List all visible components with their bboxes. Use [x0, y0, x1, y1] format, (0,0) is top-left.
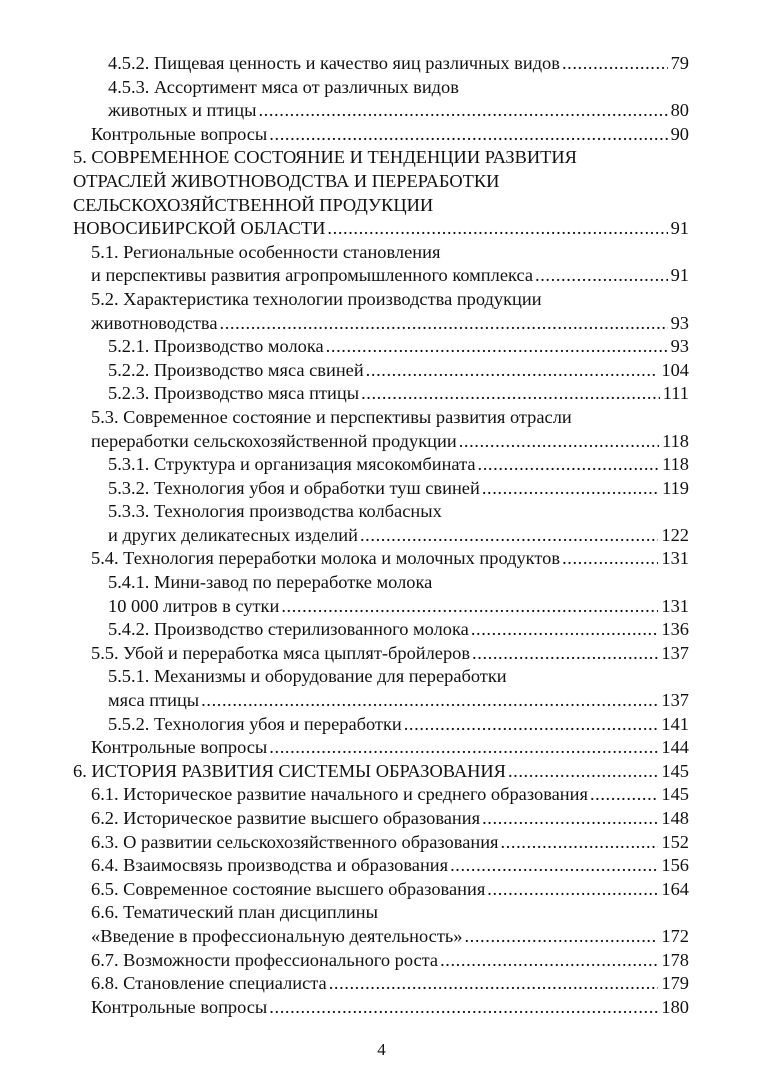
toc-entry-title: 5.5. Убой и переработка мяса цыплят-бройлеров	[91, 642, 472, 666]
toc-entry	[0, 901, 763, 925]
toc-entry	[0, 571, 763, 595]
toc-entry-title: 5.2.2. Производство мяса свиней	[108, 359, 366, 383]
toc-entry-dotted	[73, 760, 689, 784]
toc-entry-dotted	[91, 878, 689, 902]
toc-entry	[0, 783, 763, 807]
dot-leader	[471, 618, 659, 642]
toc-entry	[0, 972, 763, 996]
toc-entry	[0, 713, 763, 737]
toc-chapter-heading	[0, 170, 763, 194]
toc-entry-dotted	[91, 642, 689, 666]
toc-entry-title: 5.4.2. Производство стерилизованного молока	[108, 618, 471, 642]
toc-entry	[0, 406, 763, 430]
toc-entry	[0, 524, 763, 548]
dot-leader	[562, 52, 668, 76]
toc-entry-title: НОВОСИБИРСКОЙ ОБЛАСТИ	[73, 217, 327, 241]
toc-entry-title: 10 000 литров в сутки	[108, 595, 281, 619]
dot-leader	[508, 760, 658, 784]
toc-entry-title: 6.4. Взаимосвязь производства и образования	[91, 854, 450, 878]
dot-leader	[501, 831, 659, 855]
toc-entry-page: 118	[659, 453, 689, 477]
toc-entry-title: 5.3.2. Технология убоя и обработки туш свиней	[108, 477, 482, 501]
toc-entry-dotted	[108, 689, 689, 713]
toc-entry-title: Контрольные вопросы	[91, 996, 269, 1020]
dot-leader	[258, 99, 667, 123]
toc-entry-page: 145	[658, 760, 689, 784]
toc-entry-dotted	[108, 453, 689, 477]
dot-leader	[360, 524, 658, 548]
toc-entry-dotted	[108, 524, 689, 548]
toc-entry-dotted	[91, 972, 689, 996]
toc-entry-dotted	[91, 123, 689, 147]
toc-entry	[0, 500, 763, 524]
toc-entry	[0, 736, 763, 760]
toc-entry-dotted	[91, 996, 689, 1020]
toc-entry-title: Контрольные вопросы	[91, 736, 269, 760]
toc-entry-title: 5.3. Современное состояние и перспективы развития отрасли	[91, 406, 572, 427]
toc-entry-title: «Введение в профессиональную деятельность»	[91, 925, 464, 949]
toc-entry-page: 172	[658, 925, 689, 949]
toc-entry-page: 131	[658, 595, 689, 619]
toc-entry-page: 118	[659, 430, 689, 454]
toc-entry-title: 6.1. Историческое развитие начального и среднего образования	[91, 783, 590, 807]
toc-entry-page: 148	[658, 807, 689, 831]
toc-entry	[0, 878, 763, 902]
toc-entry	[0, 288, 763, 312]
toc-entry-dotted	[108, 52, 689, 76]
toc-entry-dotted	[91, 854, 689, 878]
toc-entry-title: 5.3.1. Структура и организация мясокомбината	[108, 453, 478, 477]
toc-entry	[0, 807, 763, 831]
toc-entry-page: 178	[658, 949, 689, 973]
toc-entry-dotted	[91, 831, 689, 855]
toc-entry-dotted	[91, 949, 689, 973]
toc-entry	[0, 996, 763, 1020]
toc-entry-dotted	[108, 477, 689, 501]
toc-entry	[0, 949, 763, 973]
toc-entry-page: 93	[668, 335, 689, 359]
toc-entry	[0, 382, 763, 406]
toc-entry-dotted	[108, 618, 689, 642]
toc-entry-title: животноводства	[91, 312, 220, 336]
toc-entry-title: 6.8. Становление специалиста	[91, 972, 329, 996]
dot-leader	[487, 878, 658, 902]
toc-entry-title: 5.4.1. Мини-завод по переработке молока	[108, 572, 433, 593]
toc-entry-page: 79	[668, 52, 689, 76]
toc-entry-page: 145	[658, 783, 689, 807]
toc-entry-title: 5. СОВРЕМЕННОЕ СОСТОЯНИЕ И ТЕНДЕНЦИИ РАЗВИТИЯ	[73, 147, 577, 168]
table-of-contents	[0, 52, 763, 1019]
dot-leader	[478, 453, 660, 477]
toc-entry	[0, 312, 763, 336]
toc-entry-dotted	[91, 264, 689, 288]
toc-entry-dotted	[108, 99, 689, 123]
toc-entry-dotted	[73, 217, 689, 241]
dot-leader	[464, 925, 658, 949]
toc-entry-title: ОТРАСЛЕЙ ЖИВОТНОВОДСТВА И ПЕРЕРАБОТКИ	[73, 170, 500, 191]
toc-entry-title: 6. ИСТОРИЯ РАЗВИТИЯ СИСТЕМЫ ОБРАЗОВАНИЯ	[73, 760, 508, 784]
toc-entry-title: 5.3.3. Технология производства колбасных	[108, 501, 442, 522]
toc-entry	[0, 642, 763, 666]
toc-entry-page: 90	[668, 123, 689, 147]
toc-entry	[0, 689, 763, 713]
toc-entry-page: 179	[658, 972, 689, 996]
dot-leader	[562, 547, 658, 571]
toc-entry-title: Контрольные вопросы	[91, 123, 269, 147]
toc-entry-dotted	[91, 807, 689, 831]
toc-entry-dotted	[108, 595, 689, 619]
toc-chapter-heading	[0, 194, 763, 218]
toc-entry-page: 91	[668, 217, 689, 241]
toc-chapter-heading	[0, 146, 763, 170]
toc-entry-title: 4.5.2. Пищевая ценность и качество яиц различных видов	[108, 52, 562, 76]
toc-chapter-heading	[0, 760, 763, 784]
toc-entry	[0, 99, 763, 123]
toc-entry-title: СЕЛЬСКОХОЗЯЙСТВЕННОЙ ПРОДУКЦИИ	[73, 194, 434, 215]
toc-entry-page: 136	[658, 618, 689, 642]
toc-entry-page: 119	[659, 477, 689, 501]
toc-entry-page: 180	[658, 996, 689, 1020]
toc-entry-title: 5.2. Характеристика технологии производства продукции	[91, 288, 542, 309]
toc-chapter-heading	[0, 217, 763, 241]
toc-entry-page: 131	[658, 547, 689, 571]
toc-entry-dotted	[91, 430, 689, 454]
toc-entry	[0, 831, 763, 855]
dot-leader	[472, 642, 658, 666]
toc-entry-title: 5.2.1. Производство молока	[108, 335, 326, 359]
toc-entry-title: 4.5.3. Ассортимент мяса от различных видов	[108, 76, 459, 97]
toc-entry	[0, 76, 763, 100]
toc-entry	[0, 925, 763, 949]
dot-leader	[327, 217, 667, 241]
dot-leader	[201, 689, 658, 713]
toc-entry	[0, 52, 763, 76]
toc-entry	[0, 547, 763, 571]
toc-entry-title: 6.7. Возможности профессионального роста	[91, 949, 440, 973]
toc-entry-dotted	[91, 547, 689, 571]
toc-entry-title: и других деликатесных изделий	[108, 524, 360, 548]
toc-entry-page: 152	[658, 831, 689, 855]
toc-entry-title: и перспективы развития агропромышленного комплекса	[91, 264, 535, 288]
toc-entry-page: 104	[658, 359, 689, 383]
dot-leader	[269, 996, 658, 1020]
toc-entry-page: 80	[668, 99, 689, 123]
dot-leader	[404, 713, 659, 737]
toc-entry-dotted	[108, 359, 689, 383]
toc-entry-title: 6.2. Историческое развитие высшего образования	[91, 807, 482, 831]
toc-entry	[0, 335, 763, 359]
toc-entry-title: 5.5.2. Технология убоя и переработки	[108, 713, 404, 737]
toc-entry-title: животных и птицы	[108, 99, 258, 123]
toc-entry-page: 144	[658, 736, 689, 760]
toc-entry	[0, 453, 763, 477]
dot-leader	[482, 807, 658, 831]
page-number: 4	[377, 1040, 386, 1059]
dot-leader	[329, 972, 659, 996]
toc-entry-title: 6.6. Тематический план дисциплины	[91, 902, 378, 923]
toc-entry-title: 5.4. Технология переработки молока и молочных продуктов	[91, 547, 562, 571]
toc-entry-title: 6.5. Современное состояние высшего образования	[91, 878, 487, 902]
toc-entry-dotted	[91, 783, 689, 807]
toc-entry	[0, 241, 763, 265]
toc-entry-title: 5.5.1. Механизмы и оборудование для переработки	[108, 666, 507, 687]
dot-leader	[269, 123, 667, 147]
dot-leader	[459, 430, 659, 454]
dot-leader	[482, 477, 659, 501]
toc-entry	[0, 618, 763, 642]
dot-leader	[326, 335, 668, 359]
toc-entry	[0, 854, 763, 878]
toc-entry-title: переработки сельскохозяйственной продукции	[91, 430, 459, 454]
toc-entry-title: 5.1. Региональные особенности становления	[91, 241, 441, 262]
toc-entry	[0, 264, 763, 288]
dot-leader	[440, 949, 658, 973]
toc-entry-page: 111	[660, 382, 689, 406]
toc-entry	[0, 430, 763, 454]
toc-entry	[0, 123, 763, 147]
toc-entry-dotted	[91, 736, 689, 760]
toc-entry-page: 137	[658, 689, 689, 713]
toc-entry-title: 6.3. О развитии сельскохозяйственного образования	[91, 831, 501, 855]
dot-leader	[281, 595, 658, 619]
dot-leader	[450, 854, 658, 878]
toc-entry-page: 164	[658, 878, 689, 902]
toc-entry	[0, 477, 763, 501]
toc-entry-page: 122	[658, 524, 689, 548]
toc-entry-page: 141	[658, 713, 689, 737]
dot-leader	[590, 783, 658, 807]
toc-entry-page: 137	[658, 642, 689, 666]
toc-entry-dotted	[91, 925, 689, 949]
dot-leader	[535, 264, 668, 288]
toc-entry-title: 5.2.3. Производство мяса птицы	[108, 382, 361, 406]
toc-entry-dotted	[108, 713, 689, 737]
toc-entry-dotted	[108, 382, 689, 406]
toc-entry	[0, 595, 763, 619]
toc-entry-dotted	[108, 335, 689, 359]
toc-entry-page: 91	[668, 264, 689, 288]
toc-entry-page: 93	[668, 312, 689, 336]
toc-entry-page: 156	[658, 854, 689, 878]
dot-leader	[220, 312, 668, 336]
toc-entry-title: мяса птицы	[108, 689, 201, 713]
dot-leader	[366, 359, 659, 383]
dot-leader	[361, 382, 660, 406]
toc-entry	[0, 665, 763, 689]
toc-entry-dotted	[91, 312, 689, 336]
toc-entry	[0, 359, 763, 383]
dot-leader	[269, 736, 658, 760]
